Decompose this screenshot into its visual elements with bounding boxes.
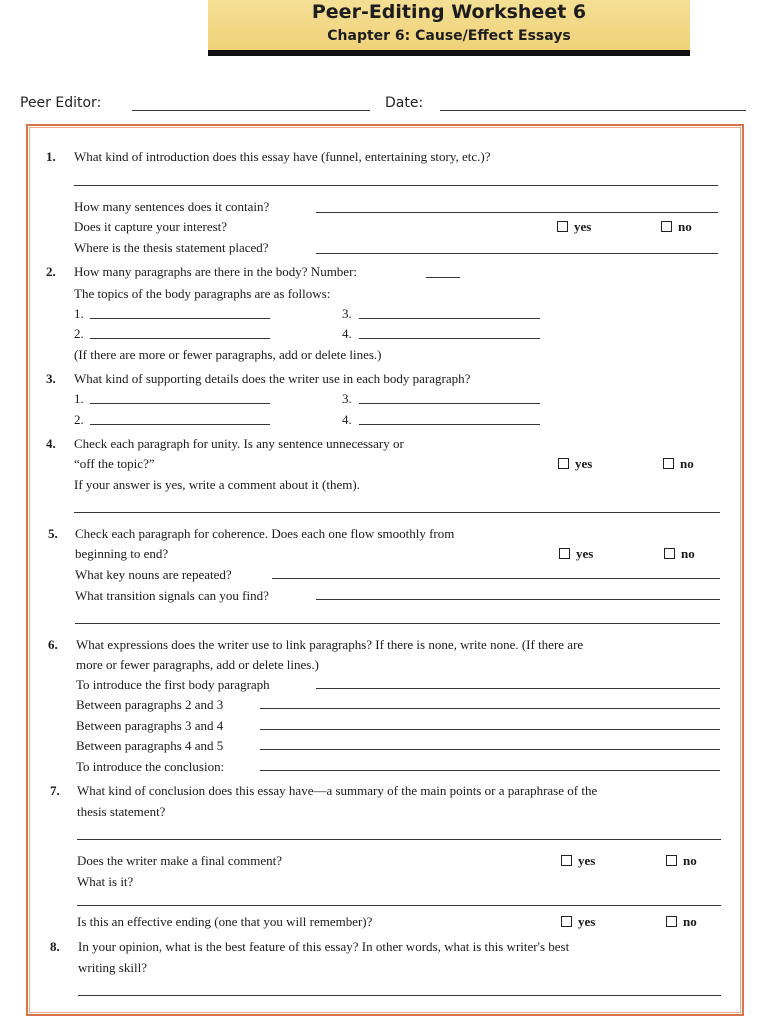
q1-no-label: no xyxy=(678,219,692,234)
q3-item-3-field[interactable] xyxy=(359,403,540,404)
q2-number-field[interactable] xyxy=(426,277,460,278)
q7-line2: thesis statement? xyxy=(77,804,166,819)
date-label: Date: xyxy=(385,95,424,111)
q6-row-4-field[interactable] xyxy=(260,749,720,750)
q4-no-label: no xyxy=(680,456,694,471)
q1-sentences: How many sentences does it contain? xyxy=(74,199,270,214)
q5-extra-line[interactable] xyxy=(75,623,720,624)
q7-answer-line[interactable] xyxy=(77,839,721,840)
q6-number: 6. xyxy=(48,637,58,652)
q6-row-1-field[interactable] xyxy=(316,688,720,689)
q5-yes-label: yes xyxy=(576,546,594,561)
peer-editor-label: Peer Editor: xyxy=(20,95,102,111)
q2-number: 2. xyxy=(46,264,56,279)
q5-no-checkbox[interactable] xyxy=(664,548,675,559)
q6-row-2-field[interactable] xyxy=(260,708,720,709)
q5-line2: beginning to end? xyxy=(75,546,169,561)
q7-effective: Is this an effective ending (one that you will remember)? xyxy=(77,914,373,929)
q2-note: (If there are more or fewer paragraphs, add or delete lines.) xyxy=(74,347,382,362)
q1-yes-label: yes xyxy=(574,219,592,234)
q7-number: 7. xyxy=(50,783,60,798)
peer-editor-field[interactable] xyxy=(132,110,370,111)
q7-final-comment: Does the writer make a final comment? xyxy=(77,853,283,868)
q7-effective-no-checkbox[interactable] xyxy=(666,916,677,927)
q7-comment-no-checkbox[interactable] xyxy=(666,855,677,866)
q1-interest: Does it capture your interest? xyxy=(74,219,228,234)
q3-item-2: 2. xyxy=(74,412,84,427)
q3-number: 3. xyxy=(46,371,56,386)
q5-yes-checkbox[interactable] xyxy=(559,548,570,559)
q2-item-1: 1. xyxy=(74,306,84,321)
q7-effective-yes-checkbox[interactable] xyxy=(561,916,572,927)
q2-topics: The topics of the body paragraphs are as follows: xyxy=(74,286,331,301)
q8-line2: writing skill? xyxy=(78,960,147,975)
q5-no-label: no xyxy=(681,546,695,561)
q3-item-4-field[interactable] xyxy=(359,424,540,425)
q1-yes-checkbox[interactable] xyxy=(557,221,568,232)
q3-item-2-field[interactable] xyxy=(90,424,270,425)
date-field[interactable] xyxy=(440,110,746,111)
q2-item-3-field[interactable] xyxy=(359,318,540,319)
q7-comment-yes-label: yes xyxy=(578,853,596,868)
q6-row-2: Between paragraphs 2 and 3 xyxy=(76,697,224,712)
q4-yes-label: yes xyxy=(575,456,593,471)
q1-no-checkbox[interactable] xyxy=(661,221,672,232)
q6-row-4: Between paragraphs 4 and 5 xyxy=(76,738,224,753)
q2-item-4: 4. xyxy=(342,326,352,341)
q7-comment-yes-checkbox[interactable] xyxy=(561,855,572,866)
q2-question: How many paragraphs are there in the body? Number: xyxy=(74,264,358,279)
q6-line1: What expressions does the writer use to link paragraphs? If there is none, write none. (If there are xyxy=(76,637,584,652)
q1-answer-line[interactable] xyxy=(74,185,718,186)
worksheet-title: Peer-Editing Worksheet 6 xyxy=(311,1,587,23)
q4-line1: Check each paragraph for unity. Is any sentence unnecessary or xyxy=(74,436,404,451)
q4-yes-checkbox[interactable] xyxy=(558,458,569,469)
q5-signals: What transition signals can you find? xyxy=(75,588,269,603)
q2-item-2: 2. xyxy=(74,326,84,341)
worksheet-banner xyxy=(208,0,690,50)
q7-effective-yes-label: yes xyxy=(578,914,596,929)
q5-number: 5. xyxy=(48,526,58,541)
q6-row-3-field[interactable] xyxy=(260,729,720,730)
q8-line1: In your opinion, what is the best feature of this essay? In other words, what is this writer's best xyxy=(78,939,570,954)
q6-row-5-field[interactable] xyxy=(260,770,720,771)
q2-item-3: 3. xyxy=(342,306,352,321)
q8-answer-line[interactable] xyxy=(78,995,721,996)
q3-item-1-field[interactable] xyxy=(90,403,270,404)
q6-row-1: To introduce the first body paragraph xyxy=(76,677,270,692)
q7-effective-no-label: no xyxy=(683,914,697,929)
q4-comment-line[interactable] xyxy=(74,512,720,513)
worksheet-subtitle: Chapter 6: Cause/Effect Essays xyxy=(327,28,571,44)
q3-item-4: 4. xyxy=(342,412,352,427)
q3-item-3: 3. xyxy=(342,391,352,406)
q4-line3: If your answer is yes, write a comment about it (them). xyxy=(74,477,360,492)
q4-number: 4. xyxy=(46,436,56,451)
q6-line2: more or fewer paragraphs, add or delete lines.) xyxy=(76,657,319,672)
q1-question: What kind of introduction does this essay have (funnel, entertaining story, etc.)? xyxy=(74,149,491,164)
q1-sentences-field[interactable] xyxy=(316,212,718,213)
q4-line2: “off the topic?” xyxy=(74,456,155,471)
q7-comment-no-label: no xyxy=(683,853,697,868)
banner-underline xyxy=(208,50,690,56)
q2-item-2-field[interactable] xyxy=(90,338,270,339)
q5-signals-field[interactable] xyxy=(316,599,720,600)
q1-thesis: Where is the thesis statement placed? xyxy=(74,240,269,255)
q3-item-1: 1. xyxy=(74,391,84,406)
q2-item-4-field[interactable] xyxy=(359,338,540,339)
q8-number: 8. xyxy=(50,939,60,954)
q7-line1: What kind of conclusion does this essay have—a summary of the main points or a paraphrase of the xyxy=(77,783,598,798)
q1-number: 1. xyxy=(46,149,56,164)
q1-thesis-field[interactable] xyxy=(316,253,718,254)
q2-item-1-field[interactable] xyxy=(90,318,270,319)
q5-nouns: What key nouns are repeated? xyxy=(75,567,232,582)
q7-what-is-it-line[interactable] xyxy=(77,905,721,906)
q3-question: What kind of supporting details does the writer use in each body paragraph? xyxy=(74,371,471,386)
q7-what-is-it: What is it? xyxy=(77,874,134,889)
q6-row-5: To introduce the conclusion: xyxy=(76,759,225,774)
q5-nouns-field[interactable] xyxy=(272,578,720,579)
q4-no-checkbox[interactable] xyxy=(663,458,674,469)
q6-row-3: Between paragraphs 3 and 4 xyxy=(76,718,224,733)
q5-line1: Check each paragraph for coherence. Does each one flow smoothly from xyxy=(75,526,455,541)
